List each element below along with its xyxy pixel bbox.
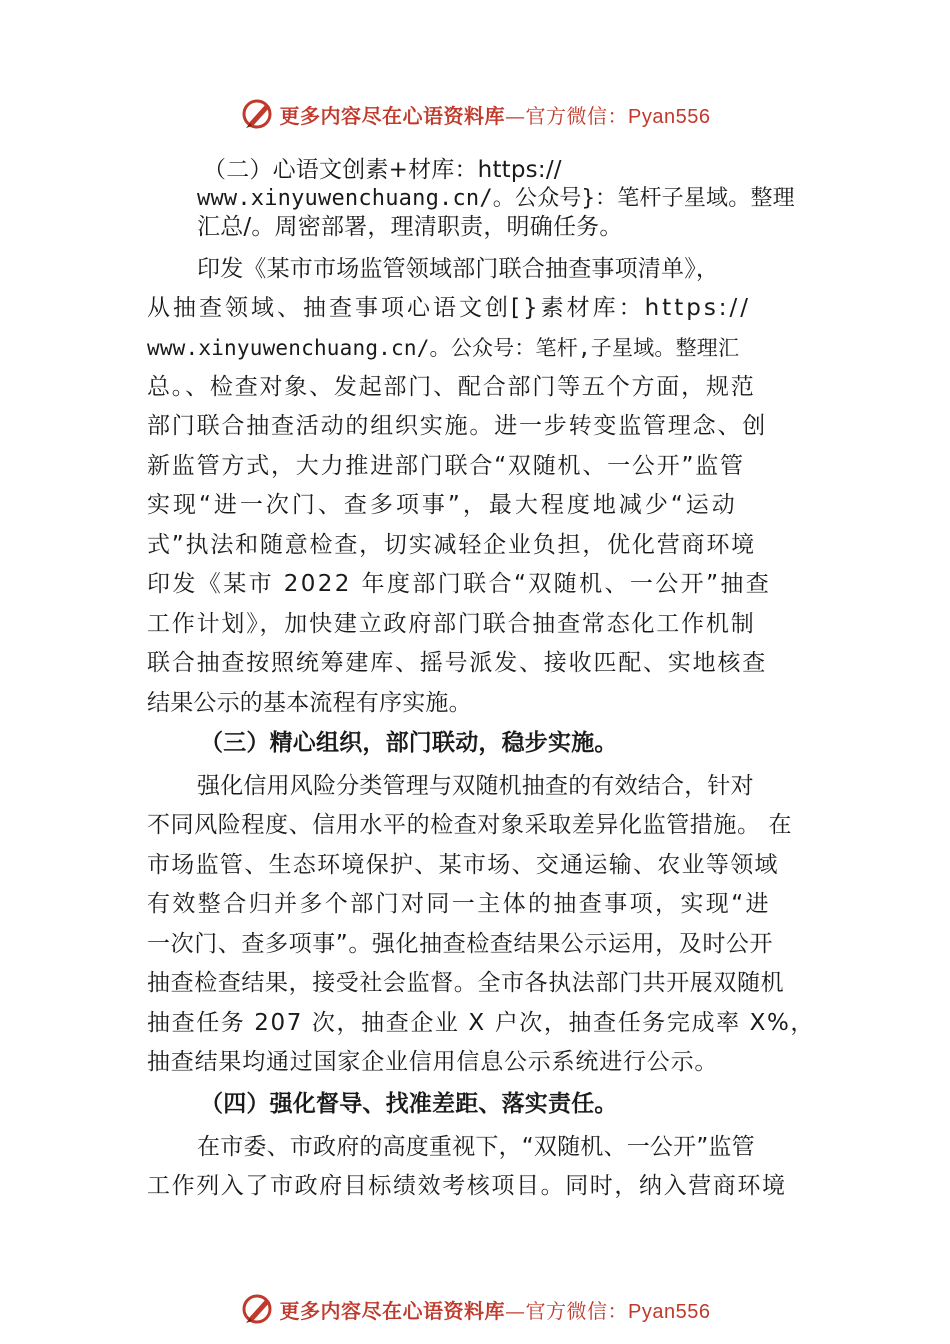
text-line: 新监管方式，大力推进部门联合“双随机、一公开”监管 bbox=[147, 453, 745, 479]
text-line: 实现“进一次门、查多项事”，最大程度地减少“运动 bbox=[147, 492, 738, 518]
banner-main-text: 更多内容尽在心语资料库 bbox=[279, 1298, 506, 1323]
banner-wechat-label: 官方微信： bbox=[525, 1298, 629, 1323]
text-line: 联合抽查按照统筹建库、摇号派发、接收匹配、实地核查 bbox=[147, 650, 767, 676]
banner-main-text: 更多内容尽在心语资料库 bbox=[279, 103, 506, 128]
text-line: www.xinyuwenchuang.cn/。公众号：笔杆,子星域。整理汇 bbox=[147, 336, 740, 360]
text-line: 从抽查领域、抽查事项心语文创[}素材库：https:// bbox=[147, 295, 752, 321]
banner-dash: — bbox=[505, 103, 526, 128]
text-line: 市场监管、生态环境保护、某市场、交通运输、农业等领域 bbox=[147, 852, 779, 878]
text-line: 不同风险程度、信用水平的检查对象采取差异化监管措施。 在 bbox=[147, 812, 793, 838]
banner-wechat-id: Pyan556 bbox=[628, 1300, 711, 1323]
text-line: 工作计划》，加快建立政府部门联合抽查常态化工作机制 bbox=[147, 611, 756, 637]
text-line: 部门联合抽查活动的组织实施。进一步转变监管理念、创 bbox=[147, 413, 767, 439]
text-line: 总。、检查对象、发起部门、配合部门等五个方面，规范 bbox=[147, 374, 756, 400]
text-line: 强化信用风险分类管理与双随机抽查的有效结合，针对 bbox=[197, 773, 754, 799]
text-line: （二）心语文创素+材库：https:// bbox=[203, 157, 562, 183]
text-line: 抽查任务 207 次，抽查企业 X 户次，抽查任务完成率 X%， bbox=[147, 1010, 816, 1036]
text-line: 印发《某市 2022 年度部门联合“双随机、一公开”抽查 bbox=[147, 571, 772, 597]
text-line: 在市委、市政府的高度重视下，“双随机、一公开”监管 bbox=[197, 1134, 755, 1160]
text-line: 抽查检查结果，接受社会监督。全市各执法部门共开展双随机 bbox=[147, 970, 785, 996]
footer-watermark-banner bbox=[0, 1291, 950, 1327]
text-line: 有效整合归并多个部门对同一主体的抽查事项，实现“进 bbox=[147, 891, 771, 917]
banner-text bbox=[280, 1295, 711, 1324]
banner-wechat-id: Pyan556 bbox=[628, 105, 711, 128]
text-line: 抽查结果均通过国家企业信用信息公示系统进行公示。 bbox=[147, 1049, 719, 1075]
section-heading: （三）精心组织，部门联动，稳步实施。 bbox=[200, 730, 618, 756]
text-line: 汇总/。周密部署，理清职责，明确任务。 bbox=[197, 214, 623, 240]
banner-wechat-label: 官方微信： bbox=[525, 103, 629, 128]
text-line: 印发《某市市场监管领域部门联合抽查事项清单》， bbox=[197, 256, 720, 282]
text-line: 一次门、查多项事”。强化抽查检查结果公示运用，及时公开 bbox=[147, 931, 774, 957]
text-line: 结果公示的基本流程有序实施。 bbox=[147, 690, 472, 716]
section-heading: （四）强化督导、找准差距、落实责任。 bbox=[200, 1091, 618, 1117]
pen-logo-icon bbox=[240, 1291, 276, 1327]
text-line: www.xinyuwenchuang.cn/。公众号}：笔杆子星域。整理 bbox=[197, 186, 795, 211]
text-line: 式”执法和随意检查，切实减轻企业负担，优化营商环境 bbox=[147, 532, 756, 558]
banner-dash: — bbox=[505, 1298, 526, 1323]
text-line: 工作列入了市政府目标绩效考核项目。同时，纳入营商环境 bbox=[147, 1173, 787, 1199]
